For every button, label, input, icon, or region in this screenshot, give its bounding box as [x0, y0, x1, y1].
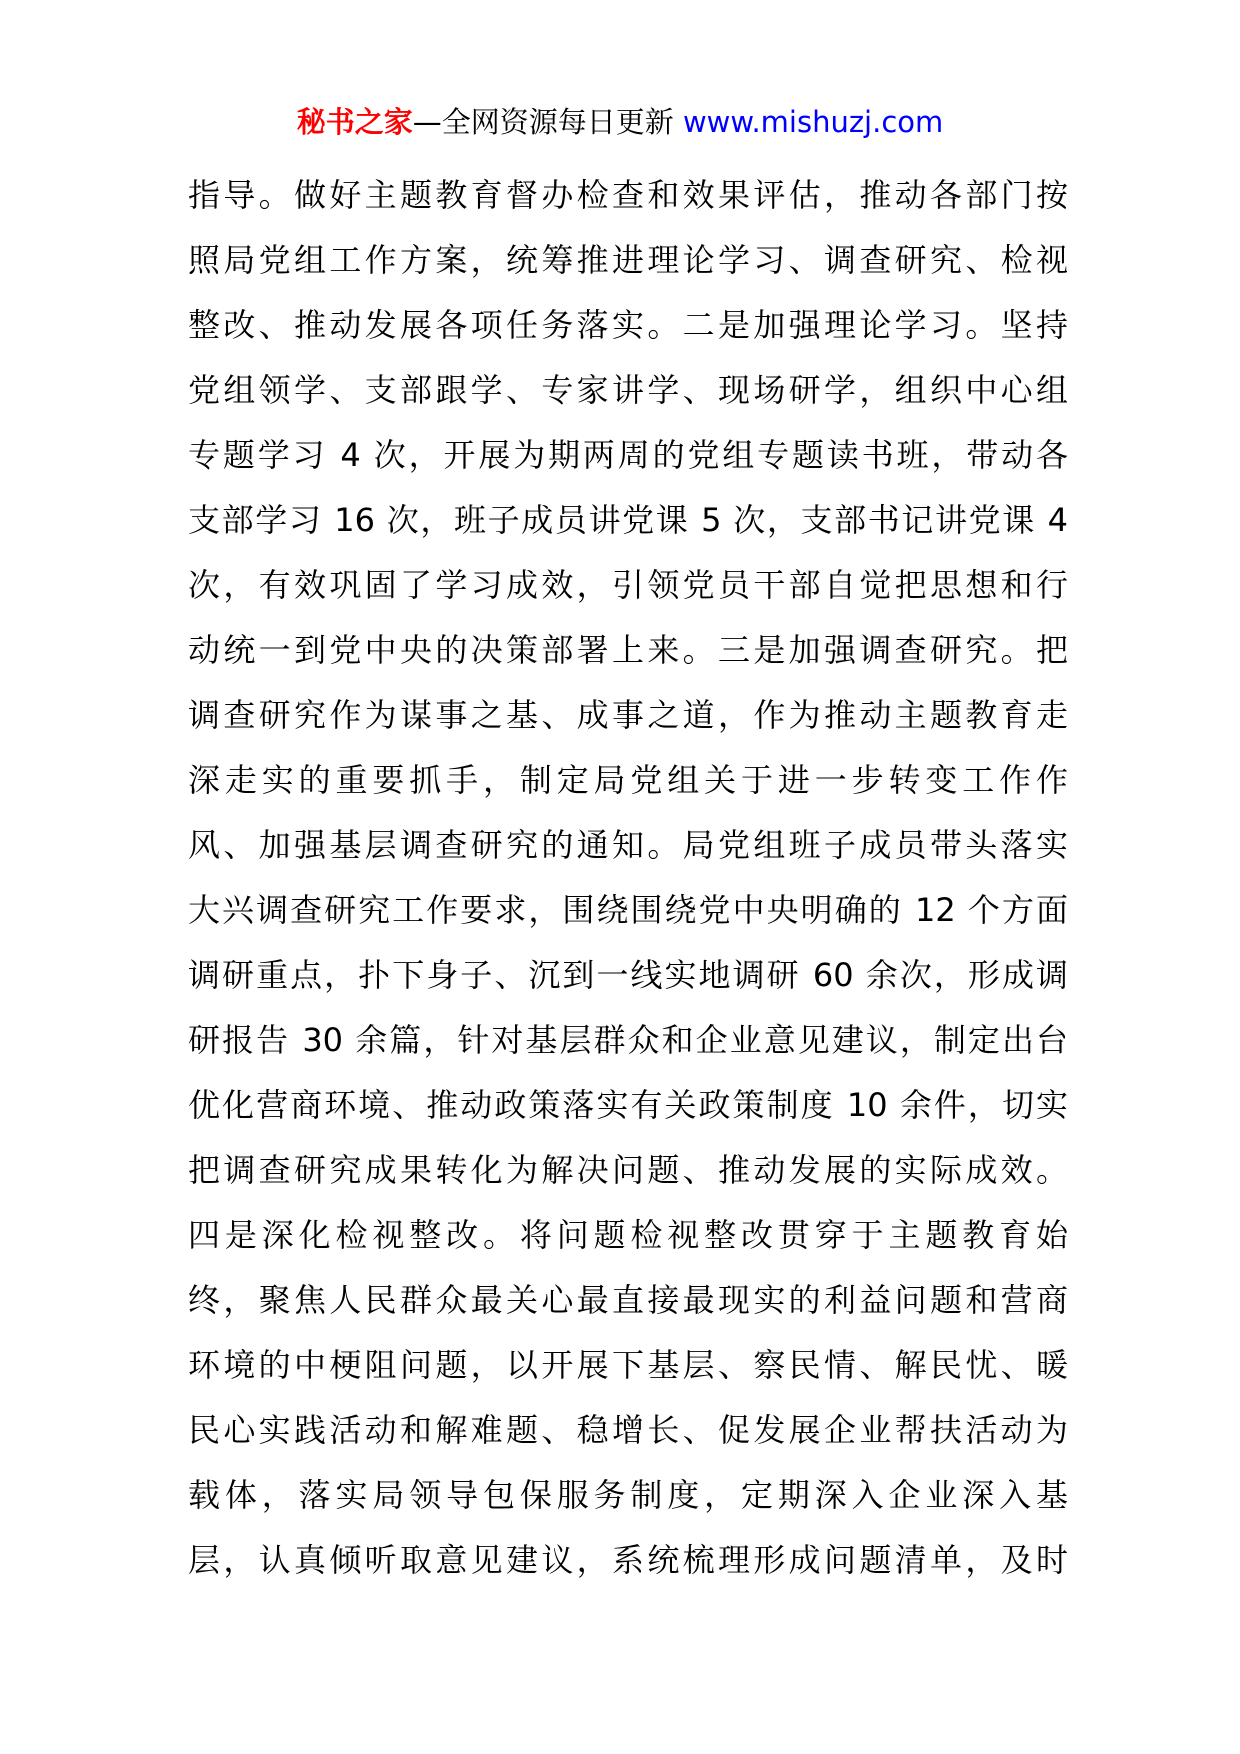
text-line: 动统一到党中央的决策部署上来。三是加强调查研究。把: [188, 631, 1068, 669]
text-line: 层，认真倾听取意见建议，系统梳理形成问题清单，及时: [188, 1541, 1068, 1579]
text-line: 把调查研究成果转化为解决问题、推动发展的实际成效。: [188, 1151, 1068, 1189]
text-line: 照局党组工作方案，统筹推进理论学习、调查研究、检视: [188, 241, 1068, 279]
text-line: 民心实践活动和解难题、稳增长、促发展企业帮扶活动为: [188, 1411, 1068, 1449]
text-line: 风、加强基层调查研究的通知。局党组班子成员带头落实: [188, 826, 1068, 864]
text-line: 深走实的重要抓手，制定局党组关于进一步转变工作作: [188, 761, 1068, 799]
text-line: 指导。做好主题教育督办检查和效果评估，推动各部门按: [188, 176, 1068, 214]
text-line: 环境的中梗阻问题，以开展下基层、察民情、解民忧、暖: [188, 1346, 1068, 1384]
document-body: [188, 163, 1068, 1593]
text-line: 载体，落实局领导包保服务制度，定期深入企业深入基: [188, 1476, 1068, 1514]
text-line: 大兴调查研究工作要求，围绕围绕党中央明确的 12 个方面: [188, 891, 1068, 929]
text-line: 调研重点，扑下身子、沉到一线实地调研 60 余次，形成调: [188, 956, 1068, 994]
text-line: 党组领学、支部跟学、专家讲学、现场研学，组织中心组: [188, 371, 1068, 409]
brand-name: 秘书之家: [296, 105, 413, 139]
text-line: 支部学习 16 次，班子成员讲党课 5 次，支部书记讲党课 4: [188, 501, 1068, 539]
header-tagline: —全网资源每日更新: [412, 105, 683, 139]
text-line: 优化营商环境、推动政策落实有关政策制度 10 余件，切实: [188, 1086, 1068, 1124]
text-line: 专题学习 4 次，开展为期两周的党组专题读书班，带动各: [188, 436, 1068, 474]
text-line: 次，有效巩固了学习成效，引领党员干部自觉把思想和行: [188, 566, 1068, 604]
site-url-link[interactable]: www.mishuzj.com: [682, 105, 944, 139]
text-line: 研报告 30 余篇，针对基层群众和企业意见建议，制定出台: [188, 1021, 1068, 1059]
text-line: 整改、推动发展各项任务落实。二是加强理论学习。坚持: [188, 306, 1068, 344]
page-header: [0, 100, 1240, 144]
text-line: 调查研究作为谋事之基、成事之道，作为推动主题教育走: [188, 696, 1068, 734]
text-line: 四是深化检视整改。将问题检视整改贯穿于主题教育始: [188, 1216, 1068, 1254]
text-line: 终，聚焦人民群众最关心最直接最现实的利益问题和营商: [188, 1281, 1068, 1319]
